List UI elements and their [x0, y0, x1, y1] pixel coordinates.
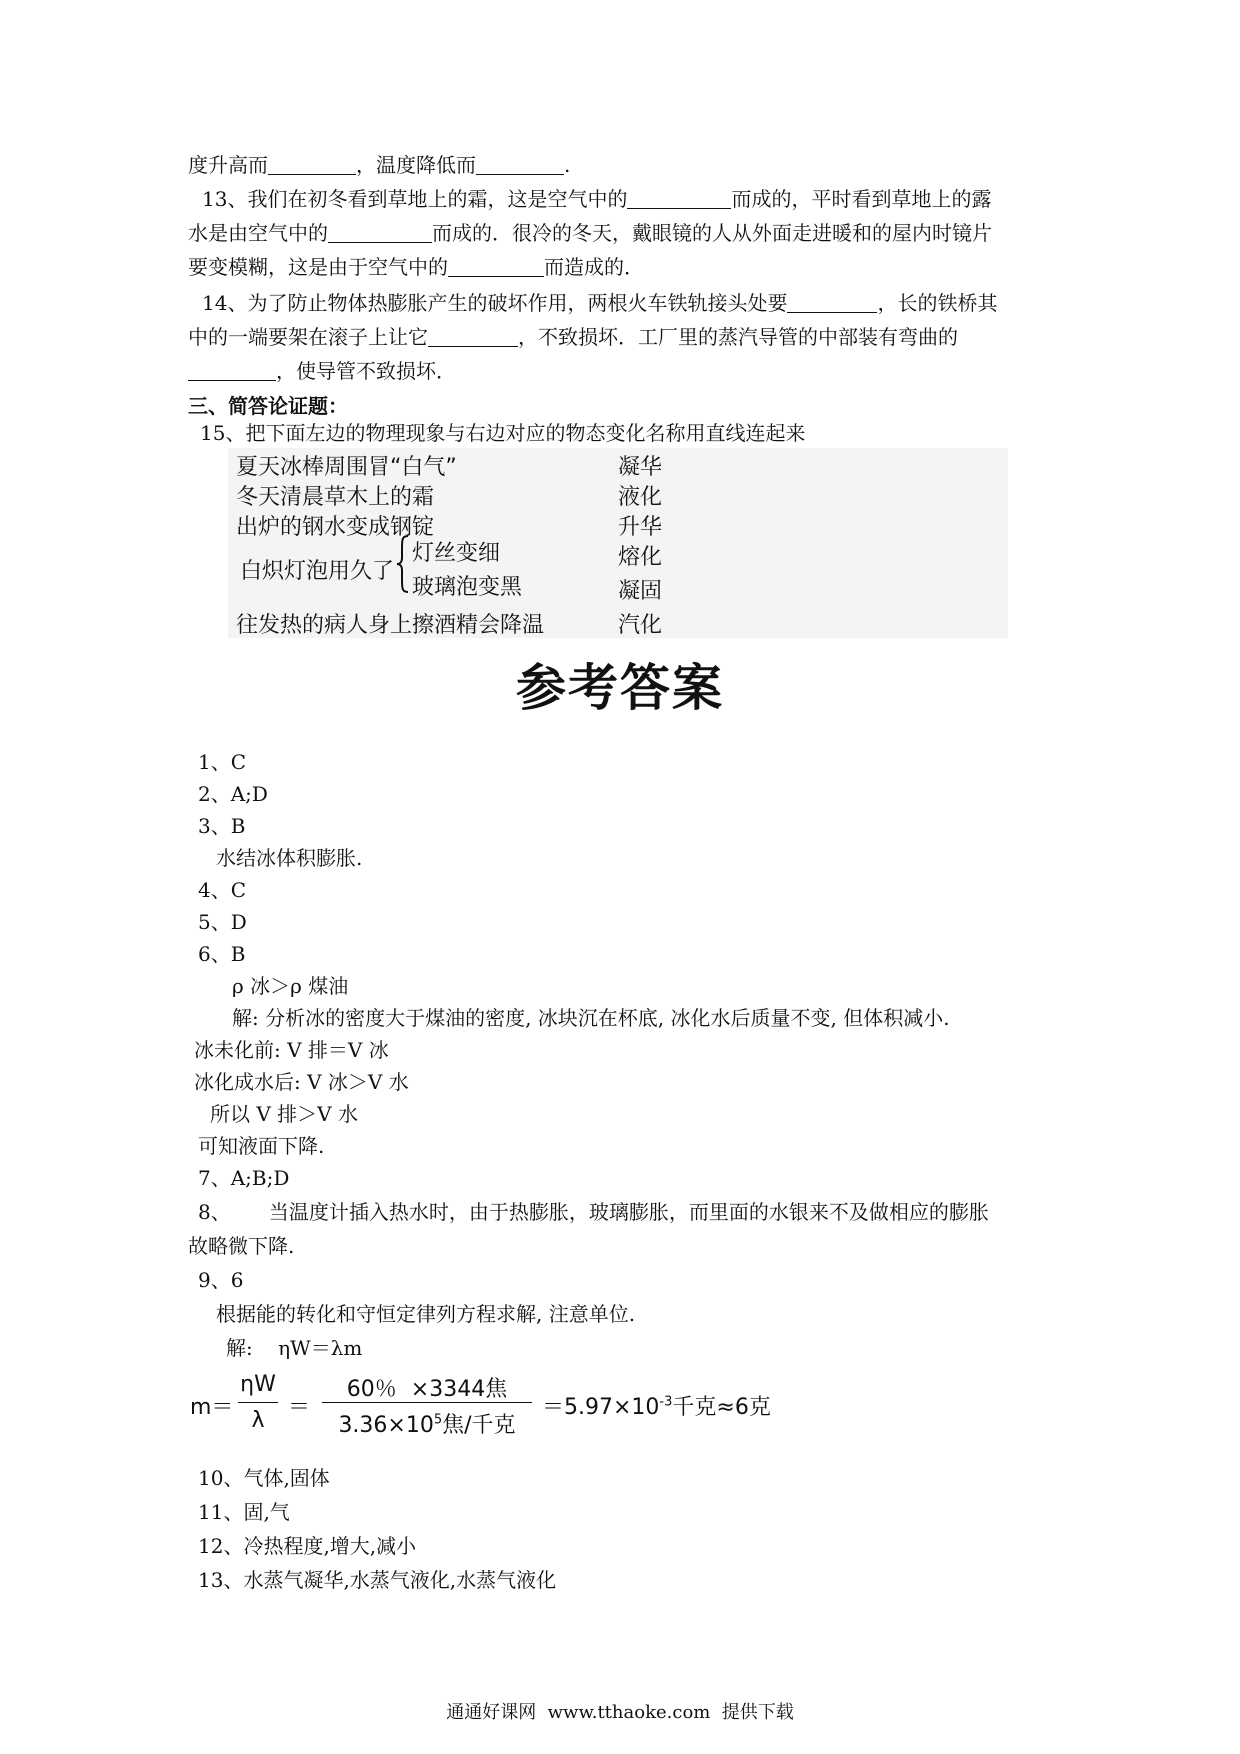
formula-f2-den-exp: 5 [433, 1412, 443, 1428]
q13-line-1 [188, 182, 1060, 216]
match-left-5: 往发热的病人身上擦酒精会降温 [236, 613, 545, 638]
q12-blank-2[interactable] [476, 152, 564, 175]
answer-6-line-3: 冰未化前: V 排＝V 冰 [194, 1038, 389, 1062]
match-left-2: 冬天清晨草木上的霜 [236, 485, 435, 510]
formula-lhs: m＝ [190, 1395, 234, 1420]
answer-13: 13、水蒸气凝华,水蒸气液化,水蒸气液化 [198, 1568, 557, 1592]
q14-text-2b: ，不致损坏．工厂里的蒸汽导管的中部装有弯曲的 [518, 325, 958, 349]
answer-3: 3、B [198, 814, 246, 838]
q13-text-3a: 要变模糊，这是由于空气中的 [188, 255, 448, 279]
q14-text-1a: 14、为了防止物体热膨胀产生的破坏作用，两根火车铁轨接头处要 [202, 291, 788, 315]
formula-f1-num: ηW [240, 1372, 276, 1397]
q12-text-3: . [564, 153, 571, 177]
answer-6-line-6: 可知液面下降. [198, 1134, 325, 1158]
answer-1: 1、C [198, 750, 247, 774]
formula-rhs-base: ＝5.97×10 [542, 1395, 660, 1420]
answer-9: 9、6 [198, 1268, 244, 1292]
answer-9-line-1: 根据能的转化和守恒定律列方程求解, 注意单位. [216, 1302, 636, 1326]
page-footer: 通通好课网 www.tthaoke.com 提供下载 [446, 1702, 794, 1723]
answer-2: 2、A;D [198, 782, 268, 806]
formula-f2-den-unit: 焦/千克 [442, 1413, 516, 1438]
q13-text-2b: 而成的．很冷的冬天，戴眼镜的人从外面走进暖和的屋内时镜片 [432, 221, 992, 245]
match-right-5: 凝固 [618, 579, 663, 604]
q14-line-2 [188, 320, 1060, 354]
answer-7: 7、A;B;D [198, 1166, 290, 1190]
match-left-4a: 灯丝变细 [412, 541, 501, 566]
match-left-1: 夏天冰棒周围冒“白气” [236, 455, 457, 480]
match-right-1: 凝华 [618, 455, 663, 480]
q14-text-1b: ，长的铁桥其 [877, 291, 998, 315]
answer-9-formula [190, 1368, 830, 1440]
q15-prompt: 15、把下面左边的物理现象与右边对应的物态变化名称用直线连起来 [200, 421, 806, 445]
q13-blank-3[interactable] [448, 254, 544, 277]
match-right-3: 升华 [618, 515, 663, 540]
q13-blank-1[interactable] [627, 186, 731, 209]
answers-title: 参考答案 [516, 659, 724, 717]
q12-tail [188, 148, 1060, 182]
match-left-3: 出炉的钢水变成钢锭 [236, 515, 435, 540]
q14-line-3 [188, 354, 1060, 388]
formula-f2-num: 60％ ×3344焦 [346, 1377, 508, 1402]
formula-eq: ＝ [288, 1395, 311, 1420]
match-right-4: 熔化 [618, 545, 663, 570]
fraction-bar [238, 1402, 278, 1403]
answer-6-line-1: ρ 冰＞ρ 煤油 [232, 974, 349, 998]
formula-f2-den-base: 3.36×10 [338, 1413, 434, 1438]
formula-f1-den: λ [251, 1408, 265, 1433]
formula-rhs-exp: -3 [659, 1394, 673, 1410]
q13-text-1b: 而成的，平时看到草地上的露 [731, 187, 992, 211]
q14-line-1 [188, 286, 1060, 320]
q14-text-2a: 中的一端要架在滚子上让它 [188, 325, 428, 349]
match-left-4b: 玻璃泡变黑 [412, 575, 523, 600]
match-left-4: 白炽灯泡用久了 [240, 559, 395, 584]
q12-blank-1[interactable] [268, 152, 356, 175]
answer-11: 11、固,气 [198, 1500, 290, 1524]
answer-6: 6、B [198, 942, 246, 966]
q14-blank-2[interactable] [428, 324, 518, 347]
answer-6-line-4: 冰化成水后: V 冰＞V 水 [194, 1070, 409, 1094]
matching-figure [228, 448, 1008, 638]
q12-text-2: ，温度降低而 [356, 153, 476, 177]
q14-text-3b: ，使导管不致损坏． [276, 359, 456, 383]
formula-f2-den [322, 1408, 532, 1439]
answer-6-line-2: 解: 分析冰的密度大于煤油的密度, 冰块沉在杯底, 冰化水后质量不变, 但体积减小. [232, 1006, 950, 1030]
answer-3-note: 水结冰体积膨胀. [216, 846, 363, 870]
q14-blank-3[interactable] [188, 358, 276, 381]
q13-text-2a: 水是由空气中的 [188, 221, 328, 245]
formula-rhs-unit: 千克≈6克 [672, 1395, 771, 1420]
match-right-2: 液化 [618, 485, 663, 510]
answer-8-line-1: 8、 当温度计插入热水时，由于热膨胀，玻璃膨胀，而里面的水银来不及做相应的膨胀 [198, 1200, 989, 1224]
answer-12: 12、冷热程度,增大,减小 [198, 1534, 417, 1558]
section-heading: 三、简答论证题： [188, 394, 348, 418]
answer-4: 4、C [198, 878, 247, 902]
answer-5: 5、D [198, 910, 247, 934]
q13-line-3 [188, 250, 1060, 284]
answer-6-line-5: 所以 V 排＞V 水 [210, 1102, 358, 1126]
curly-brace-icon [396, 534, 410, 594]
answer-8-line-2: 故略微下降. [188, 1234, 295, 1258]
q13-text-3b: 而造成的． [544, 255, 644, 279]
formula-rhs [542, 1390, 771, 1421]
q13-blank-2[interactable] [328, 220, 432, 243]
match-right-6: 汽化 [618, 613, 663, 638]
q13-line-2 [188, 216, 1060, 250]
q14-blank-1[interactable] [787, 290, 877, 313]
answer-9-line-2: 解: ηW＝λm [226, 1336, 363, 1360]
answer-10: 10、气体,固体 [198, 1466, 330, 1490]
q12-text-1: 度升高而 [188, 153, 268, 177]
fraction-bar [322, 1402, 532, 1403]
q13-text-1a: 13、我们在初冬看到草地上的霜，这是空气中的 [202, 187, 628, 211]
